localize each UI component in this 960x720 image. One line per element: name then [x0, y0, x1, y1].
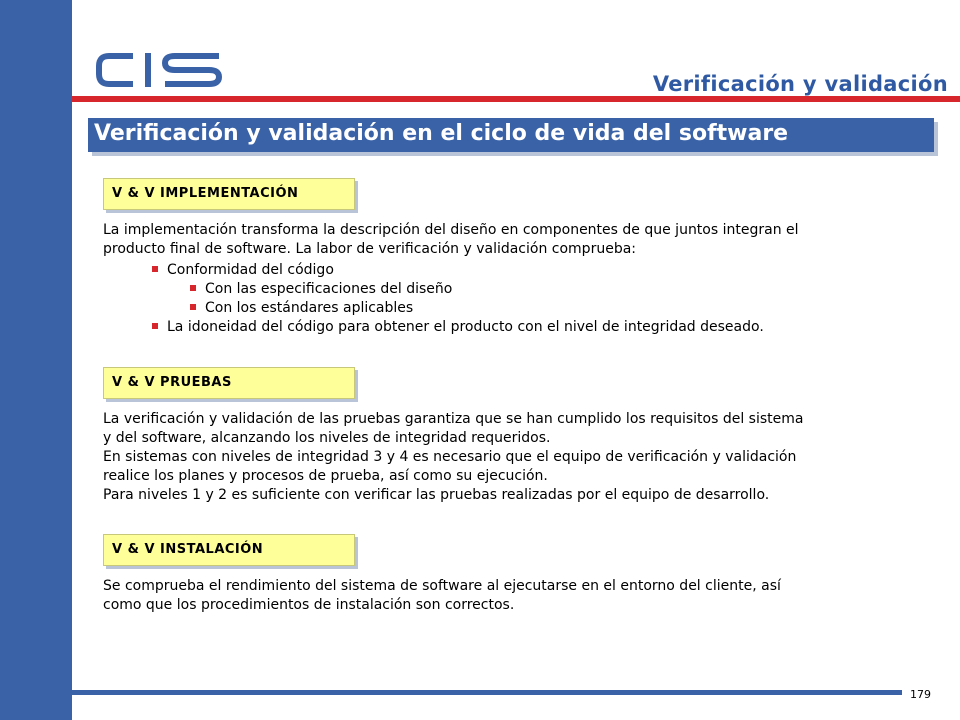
footer-rule — [72, 690, 902, 695]
paragraph-line: En sistemas con niveles de integridad 3 y 4 es necesario que el equipo de verificación y validación — [103, 449, 797, 465]
section-label-text: V & V PRUEBAS — [112, 375, 232, 390]
bullet-text: La idoneidad del código para obtener el producto con el nivel de integridad deseado. — [167, 319, 764, 335]
header-title: Verificación y validación — [652, 72, 948, 96]
paragraph-line: producto final de software. La labor de verificación y validación comprueba: — [103, 241, 636, 257]
section-paragraph — [103, 410, 903, 505]
section-label-implementacion — [103, 178, 355, 210]
left-accent-bar — [0, 0, 72, 720]
section-paragraph — [103, 221, 903, 259]
section-label-instalacion — [103, 534, 355, 566]
bullet-square-icon — [152, 323, 158, 329]
paragraph-line: Para niveles 1 y 2 es suficiente con verificar las pruebas realizadas por el equipo de desarrollo. — [103, 487, 770, 503]
section-label-pruebas — [103, 367, 355, 399]
sub-bullet-item — [190, 299, 413, 318]
paragraph-line: La verificación y validación de las pruebas garantiza que se han cumplido los requisitos del sistema — [103, 411, 804, 427]
bullet-text: Con las especificaciones del diseño — [205, 281, 453, 297]
header-red-rule — [72, 96, 960, 102]
section-paragraph — [103, 577, 903, 615]
main-banner — [88, 118, 934, 152]
paragraph-line: realice los planes y procesos de prueba, así como su ejecución. — [103, 468, 548, 484]
page-number: 179 — [910, 688, 931, 701]
paragraph-line: La implementación transforma la descripción del diseño en componentes de que juntos integran el — [103, 222, 799, 238]
paragraph-line: y del software, alcanzando los niveles de integridad requeridos. — [103, 430, 551, 446]
bullet-text: Con los estándares aplicables — [205, 300, 414, 316]
bullet-text: Conformidad del código — [167, 262, 334, 278]
cis-logo — [95, 52, 225, 88]
bullet-item — [152, 318, 764, 337]
paragraph-line: como que los procedimientos de instalación son correctos. — [103, 597, 515, 613]
section-label-text: V & V IMPLEMENTACIÓN — [112, 186, 299, 201]
bullet-item — [152, 261, 334, 280]
bullet-square-icon — [190, 285, 196, 291]
banner-title: Verificación y validación en el ciclo de vida del software — [94, 121, 789, 146]
sub-bullet-item — [190, 280, 452, 299]
bullet-square-icon — [190, 304, 196, 310]
paragraph-line: Se comprueba el rendimiento del sistema de software al ejecutarse en el entorno del cliente, así — [103, 578, 781, 594]
bullet-square-icon — [152, 266, 158, 272]
section-label-text: V & V INSTALACIÓN — [112, 542, 264, 557]
